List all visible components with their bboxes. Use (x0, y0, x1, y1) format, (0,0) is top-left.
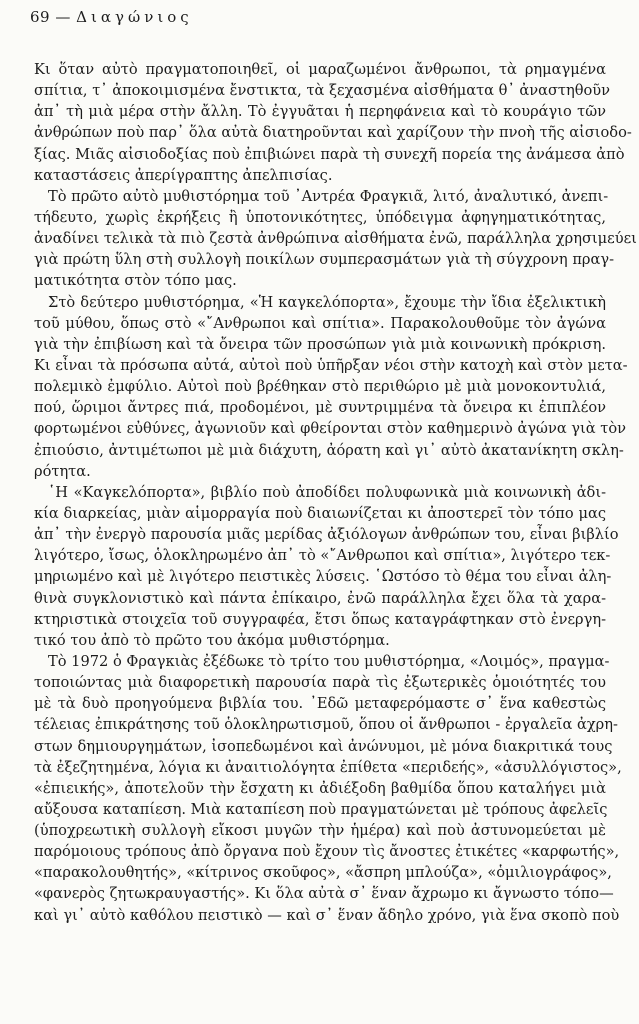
text-line: ῾Η «Καγκελόπορτα», βιβλίο ποὺ ἀποδίδει πολυφωνικὰ μιὰ κοινωνικὴ ἀδι- (48, 483, 606, 501)
text-line: παρόμοιους τρόπους ἀπὸ ὄργανα ποὺ ἔχουν τὶς ἄνοστες ἐτικέτες «καρφωτής», (34, 843, 620, 861)
text-line: Κι εἶναι τὰ πρόσωπα αὐτά, αὐτοὶ ποὺ ὑπῆρξαν νέοι στὴν κατοχὴ καὶ στὸν μετα- (34, 356, 628, 374)
page-body (34, 59, 637, 926)
text-line: ματικότητα στὸν τόπο μας. (34, 272, 237, 290)
text-line: γιὰ τὴν ἐπιβίωση καὶ τὰ ὄνειρα τῶν προσώπων γιὰ μιὰ κοινωνικὴ πρόκριση. (34, 335, 606, 353)
text-line: φορτωμένοι εὐθύνες, ἀγωνιοῦν καὶ φθείρονται στὸν καθημερινὸ ἀγώνα γιὰ τὸν (34, 420, 626, 438)
text-line: γιὰ πρώτη ὕλη στὴ συλλογὴ ποικίλων συμπερασμάτων γιὰ τὴ σύγχρονη πραγ- (34, 251, 614, 269)
text-line: τὰ ἐξεζητημένα, λόγια κι ἀναιτιολόγητα ἐπίθετα «περιδεής», «ἀσυλλόγιστος», (34, 758, 622, 776)
text-line: «παρακολουθητής», «κίτρινος σκοῦφος», «ἄσπρη μπλούζα», «ὁμιλιογράφος», (34, 864, 612, 882)
page-number: 69 (30, 8, 51, 26)
text-line: ἀπ᾽ τὴ μιὰ μέρα στὴν ἄλλη. Τὸ ἐγγυᾶται ἡ περηφάνεια καὶ τὸ κουράγιο τῶν (34, 103, 606, 121)
text-line: (ὑποχρεωτικὴ συλλογὴ εἴκοσι μυγῶν τὴν ἡμέρα) καὶ ποὺ ἀστυνομεύεται μὲ (34, 822, 606, 840)
text-line: αὔξουσα καταπίεση. Μιὰ καταπίεση ποὺ πραγματώνεται μὲ τρόπους ἀφελεῖς (34, 800, 608, 818)
text-line: καὶ γι᾽ αὐτὸ καθόλου πειστικὸ — καὶ σ᾽ ἕναν ἄδηλο χρόνο, γιὰ ἕνα σκοπὸ ποὺ (34, 906, 620, 924)
running-header (30, 8, 193, 26)
text-line: πού, ὥριμοι ἄντρες πιά, προδομένοι, μὲ συντριμμένα τὰ ὄνειρα κι ἐπιπλέον (34, 399, 606, 417)
text-line: θινὰ συγκλονιστικὸ καὶ πάντα ἐπίκαιρο, ἐνῶ παράλληλα ἔχει ὅλα τὰ χαρα- (34, 589, 606, 607)
text-line: τικό του ἀπὸ τὸ πρῶτο του ἀκόμα μυθιστόρημα. (34, 631, 390, 649)
text-line: Κι ὅταν αὐτὸ πραγματοποιηθεῖ, οἱ μαραζωμένοι ἄνθρωποι, τὰ ρημαγμένα (34, 61, 606, 78)
text-line: ξίας. Μιᾶς αἰσιοδοξίας ποὺ ἐπιβιώνει παρὰ τὴ συνεχῆ πορεία της ἀνάμεσα ἀπὸ (34, 145, 625, 163)
text-line: τήδευτο, χωρὶς ἐκρήξεις ἢ ὑποτονικότητες, ὑπόδειγμα ἀφηγηματικότητας, (34, 208, 606, 226)
text-line: τοποιώντας μιὰ διαφορετικὴ παρουσία παρὰ τὶς ἐξωτερικὲς ὁμοιότητές του (34, 674, 606, 692)
text-line: «φανερὸς ζητωκραυγαστής». Κι ὅλα αὐτὰ σ᾽ ἕναν ἄχρωμο κι ἄγνωστο τόπο— (34, 885, 614, 903)
text-line: πολεμικὸ ἐμφύλιο. Αὐτοὶ ποὺ βρέθηκαν στὸ περιθώριο μὲ μιὰ μονοκοντυλιά, (34, 378, 606, 396)
text-line: μηριωμένο καὶ μὲ λιγότερο πειστικὲς λύσεις. ῾Ωστόσο τὸ θέμα του εἶναι ἀλη- (34, 568, 612, 586)
text-line: «ἐπιεικής», ἀποτελοῦν τὴν ἔσχατη κι ἀδιέξοδη βαθμίδα ὅπου καταλήγει μιὰ (34, 779, 606, 797)
text-line: Στὸ δεύτερο μυθιστόρημα, «Ἡ καγκελόπορτα», ἔχουμε τὴν ἴδια ἐξελικτικὴ (48, 293, 606, 311)
text-line: Τὸ 1972 ὁ Φραγκιὰς ἐξέδωκε τὸ τρίτο του μυθιστόρημα, «Λοιμός», πραγμα- (48, 652, 610, 670)
running-title: Διαγώνιος (76, 8, 193, 26)
text-line: Τὸ πρῶτο αὐτὸ μυθιστόρημα τοῦ ᾽Αντρέα Φραγκιᾶ, λιτό, ἀναλυτικό, ἀνεπι- (48, 187, 609, 205)
paragraph (34, 292, 628, 482)
text-line: τέλειας ἐπικράτησης τοῦ ὁλοκληρωτισμοῦ, ὅπου οἱ ἄνθρωποι - ἐργαλεῖα ἀχρη- (34, 716, 618, 734)
text-line: ἀνθρώπων ποὺ παρ᾽ ὅλα αὐτὰ διατηροῦνται καὶ χαρίζουν τὴν πνοὴ τῆς αἰσιοδο- (34, 124, 632, 142)
text-line: κία διαρκείας, μιὰν αἱμορραγία ποὺ διαιωνίζεται κι ἀποστερεῖ τὸν τόπο μας (34, 504, 606, 522)
text-line: στων δημιουργημάτων, ἰσοπεδωμένοι καὶ ἀνώνυμοι, μὲ μόνα διακριτικά τους (34, 737, 613, 755)
text-line: ἀναδίνει τελικὰ τὰ πιὸ ζεστὰ ἀνθρώπινα αἰσθήματα ἐνῶ, παράλληλα χρησιμεύει (34, 230, 637, 248)
text-line: ἀπ᾽ τὴν ἐνεργὸ παρουσία μιᾶς μερίδας ἀξιόλογων ἀνθρώπων του, εἶναι βιβλίο (34, 526, 619, 544)
text-line: ρότητα. (34, 462, 91, 480)
paragraph (34, 651, 622, 926)
header-separator: — (55, 8, 71, 26)
paragraph (34, 59, 632, 186)
paragraph (34, 482, 619, 651)
text-line: σπίτια, τ᾽ ἀποκοιμισμένα ἔνστικτα, τὰ ξεχασμένα αἰσθήματα θ᾽ ἀναστηθοῦν (34, 82, 611, 100)
paragraph (34, 186, 637, 292)
text-line: λιγότερο, ἴσως, ὁλοκληρωμένο ἀπ᾽ τὸ «῎Ανθρωποι καὶ σπίτια», λιγότερο τεκ- (34, 547, 611, 565)
text-line: μὲ τὰ δυὸ προηγούμενα βιβλία του. ᾽Εδῶ μεταφερόμαστε σ᾽ ἕνα καθεστὼς (34, 695, 606, 713)
text-line: τοῦ μύθου, ὅπως στὸ «῎Ανθρωποι καὶ σπίτια». Παρακολουθοῦμε τὸν ἀγώνα (34, 314, 606, 332)
text-line: κτηριστικὰ στοιχεῖα τοῦ συγγραφέα, ἔτσι ὅπως καταγράφτηκαν στὸ ἐνεργη- (34, 610, 606, 628)
text-line: καταστάσεις ἀπερίγραπτης ἀπελπισίας. (34, 166, 333, 184)
text-line: ἐπιούσιο, ἀντιμέτωποι μὲ μιὰ διάχυτη, ἀόρατη καὶ γι᾽ αὐτὸ ἀκατανίκητη σκλη- (34, 441, 624, 459)
